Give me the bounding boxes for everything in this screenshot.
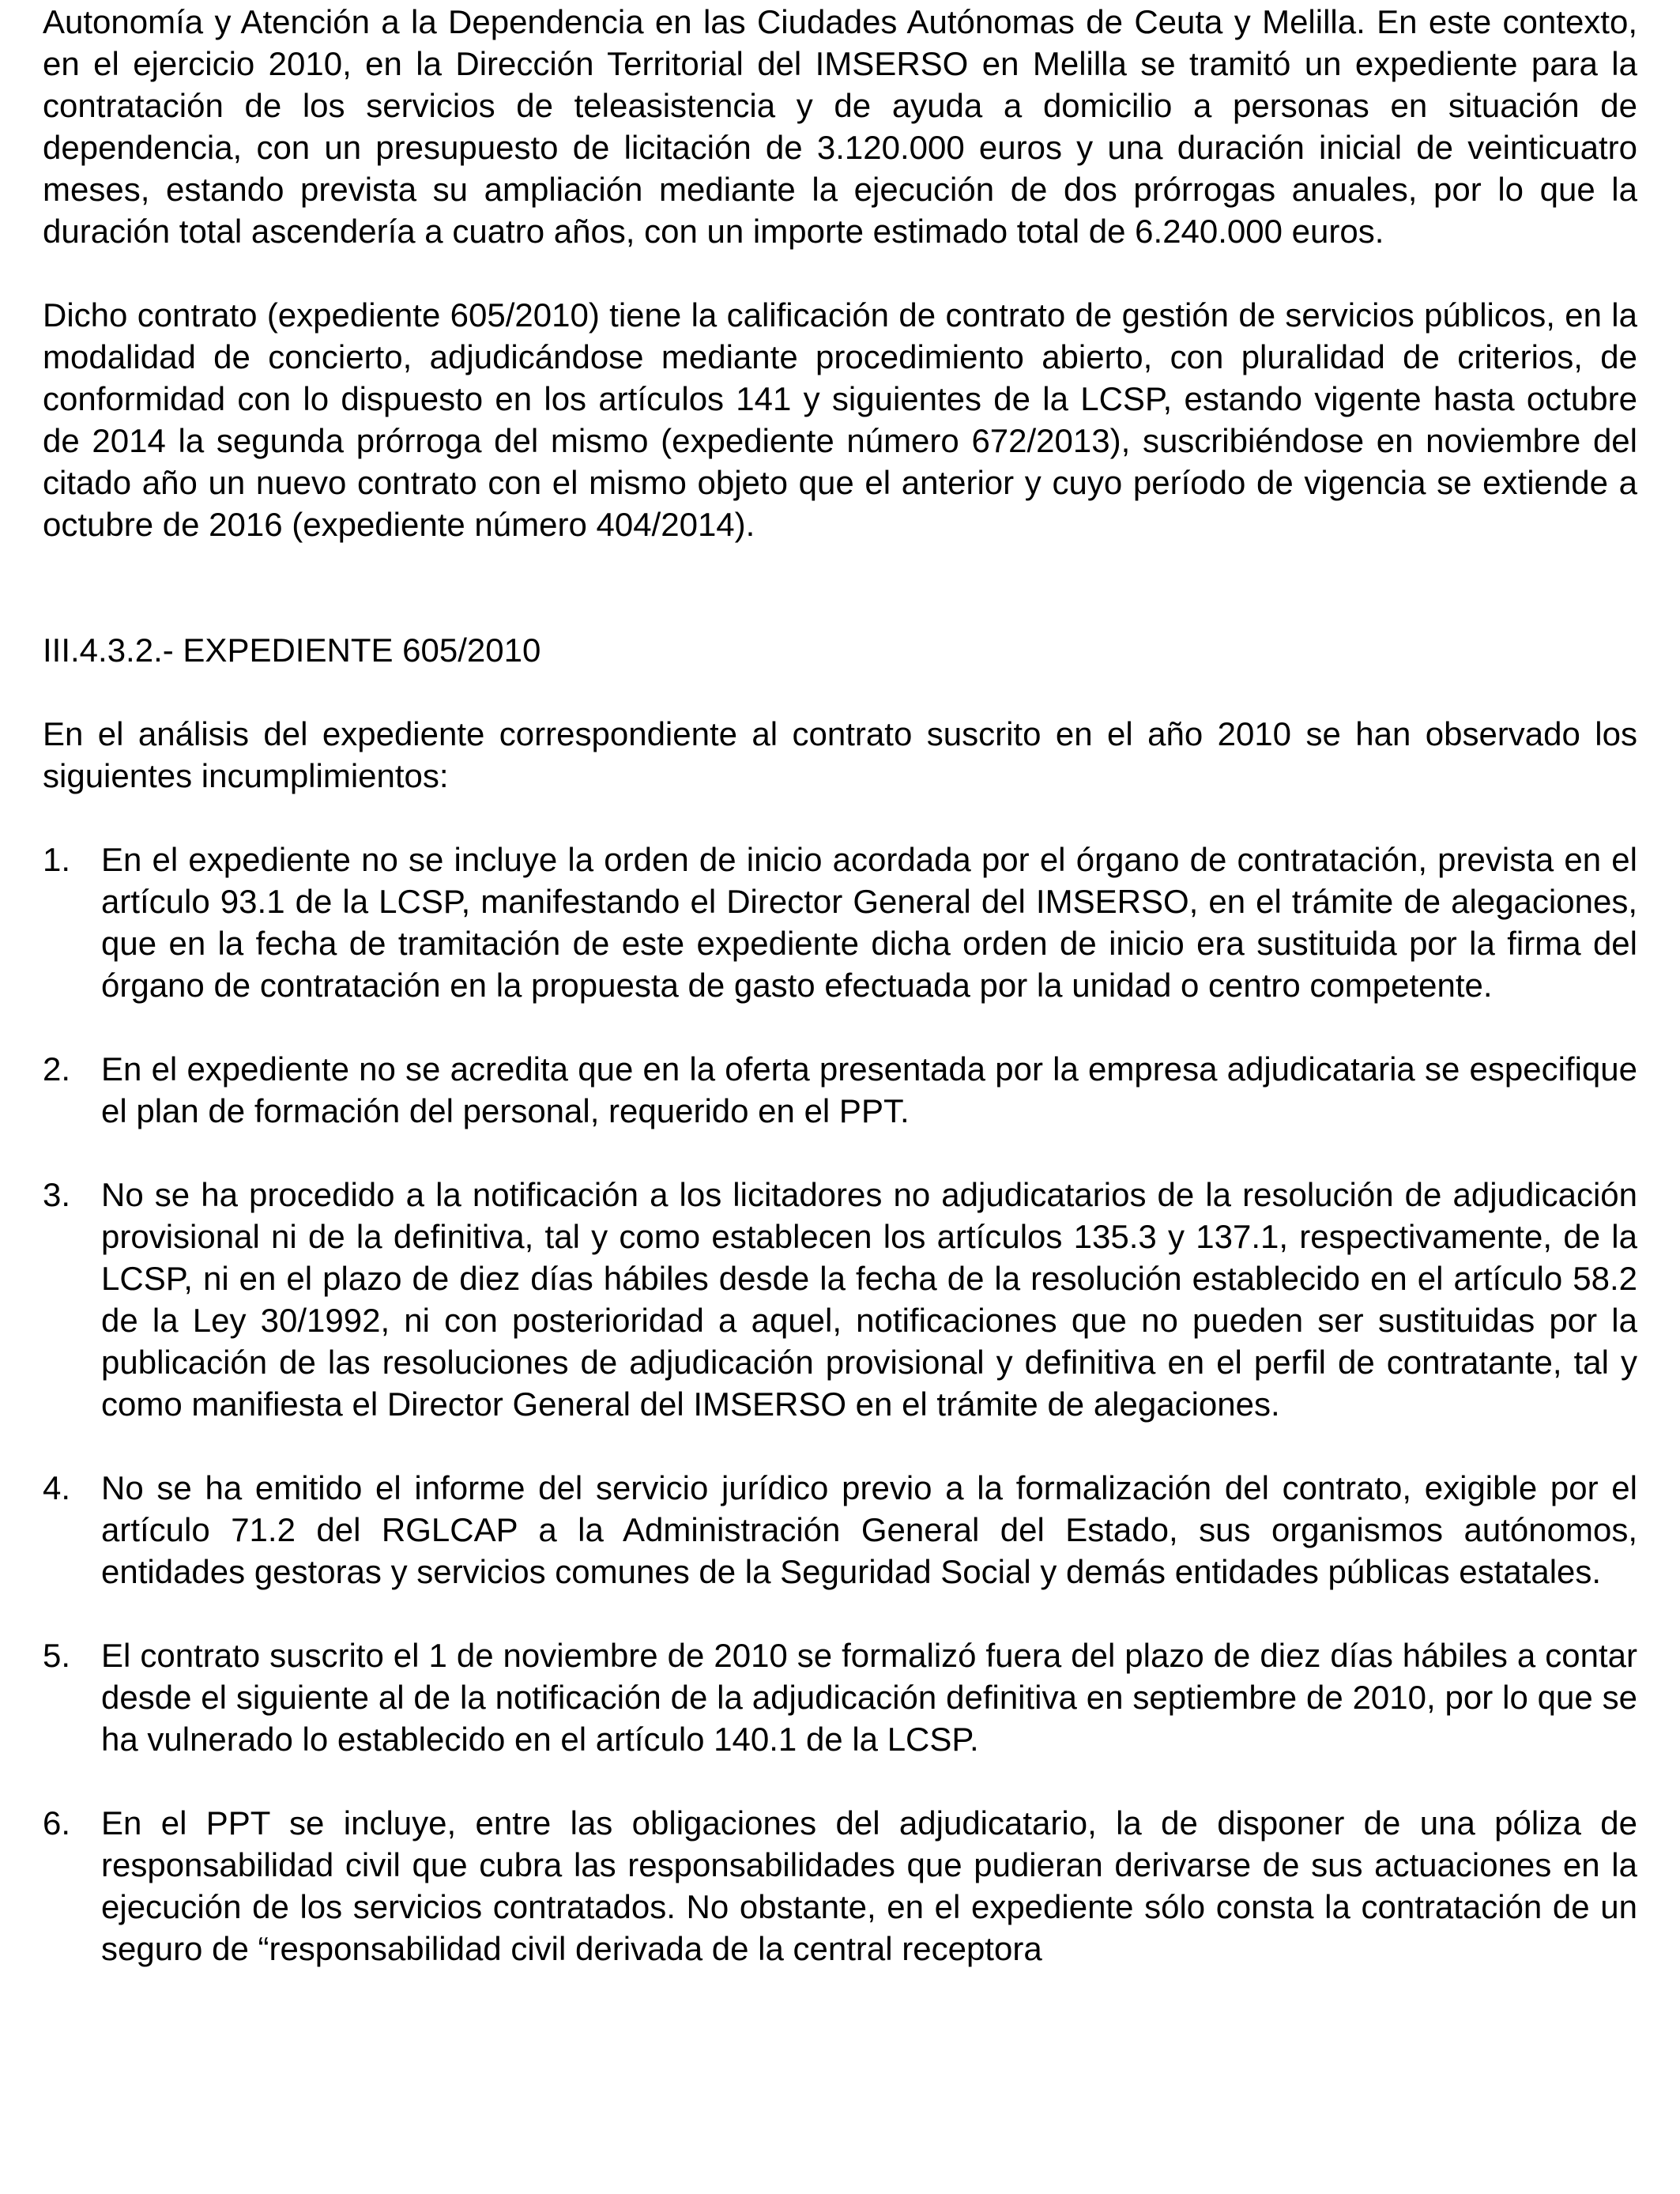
list-item-number: 5. bbox=[43, 1637, 71, 1674]
list-item-number: 1. bbox=[43, 841, 71, 878]
intro-paragraph: En el análisis del expediente correspondiente al contrato suscrito en el año 2010 se han observado los siguientes incumplimientos: bbox=[43, 715, 1637, 794]
list-item-number: 2. bbox=[43, 1050, 71, 1088]
list-item-text: No se ha procedido a la notificación a los licitadores no adjudicatarios de la resolución de adjudicación provisional ni de la definitiva, tal y como establecen los artículos 135.3 y 137.1, respectivamente, de la LCSP, ni en el plazo de diez días hábiles desde la fecha de la resolución establecido en el artículo 58.2 de la Ley 30/1992, ni con posterioridad a aquel, notificaciones que no pueden ser sustituidas por la publicación de las resoluciones de adjudicación provisional y definitiva en el perfil de contratante, tal y como manifiesta el Director General del IMSERSO en el trámite de alegaciones. bbox=[101, 1176, 1637, 1423]
list-item-text: En el PPT se incluye, entre las obligaciones del adjudicatario, la de disponer de una póliza de responsabilidad civil que cubra las responsabilidades que pudieran derivarse de sus actuaciones en la ejecución de los servicios contratados. No obstante, en el expediente sólo consta la contratación de un seguro de “responsabilidad civil derivada de la central receptora bbox=[101, 1804, 1637, 1967]
section-heading: III.4.3.2.- EXPEDIENTE 605/2010 bbox=[43, 631, 541, 669]
list-item bbox=[43, 1802, 1637, 1970]
list-item bbox=[43, 1634, 1637, 1760]
list-item-number: 3. bbox=[43, 1176, 71, 1213]
list-item-number: 6. bbox=[43, 1804, 71, 1842]
body-paragraph: Autonomía y Atención a la Dependencia en las Ciudades Autónomas de Ceuta y Melilla. En este contexto, en el ejercicio 2010, en la Dirección Territorial del IMSERSO en Melilla se tramitó un expediente para la contratación de los servicios de teleasistencia y de ayuda a domicilio a personas en situación de dependencia, con un presupuesto de licitación de 3.120.000 euros y una duración inicial de veinticuatro meses, estando prevista su ampliación mediante la ejecución de dos prórrogas anuales, por lo que la duración total ascendería a cuatro años, con un importe estimado total de 6.240.000 euros. bbox=[43, 3, 1637, 250]
document-page bbox=[43, 0, 1637, 2011]
list-item-text: No se ha emitido el informe del servicio jurídico previo a la formalización del contrato, exigible por el artículo 71.2 del RGLCAP a la Administración General del Estado, sus organismos autónomos, entidades gestoras y servicios comunes de la Seguridad Social y demás entidades públicas estatales. bbox=[101, 1469, 1637, 1590]
list-item-text: El contrato suscrito el 1 de noviembre de 2010 se formalizó fuera del plazo de diez días hábiles a contar desde el siguiente al de la notificación de la adjudicación definitiva en septiembre de 2010, por lo que se ha vulnerado lo establecido en el artículo 140.1 de la LCSP. bbox=[101, 1637, 1637, 1758]
list-item bbox=[43, 839, 1637, 1006]
list-item bbox=[43, 1048, 1637, 1132]
findings-list bbox=[43, 839, 1637, 1970]
body-paragraph: Dicho contrato (expediente 605/2010) tiene la calificación de contrato de gestión de servicios públicos, en la modalidad de concierto, adjudicándose mediante procedimiento abierto, con pluralidad de criterios, de conformidad con lo dispuesto en los artículos 141 y siguientes de la LCSP, estando vigente hasta octubre de 2014 la segunda prórroga del mismo (expediente número 672/2013), suscribiéndose en noviembre del citado año un nuevo contrato con el mismo objeto que el anterior y cuyo período de vigencia se extiende a octubre de 2016 (expediente número 404/2014). bbox=[43, 296, 1637, 543]
list-item bbox=[43, 1174, 1637, 1425]
list-item bbox=[43, 1467, 1637, 1593]
list-item-text: En el expediente no se acredita que en la oferta presentada por la empresa adjudicataria se especifique el plan de formación del personal, requerido en el PPT. bbox=[101, 1050, 1637, 1129]
list-item-number: 4. bbox=[43, 1469, 71, 1506]
list-item-text: En el expediente no se incluye la orden de inicio acordada por el órgano de contratación, prevista en el artículo 93.1 de la LCSP, manifestando el Director General del IMSERSO, en el trámite de alegaciones, que en la fecha de tramitación de este expediente dicha orden de inicio era sustituida por la firma del órgano de contratación en la propuesta de gasto efectuada por la unidad o centro competente. bbox=[101, 841, 1637, 1004]
